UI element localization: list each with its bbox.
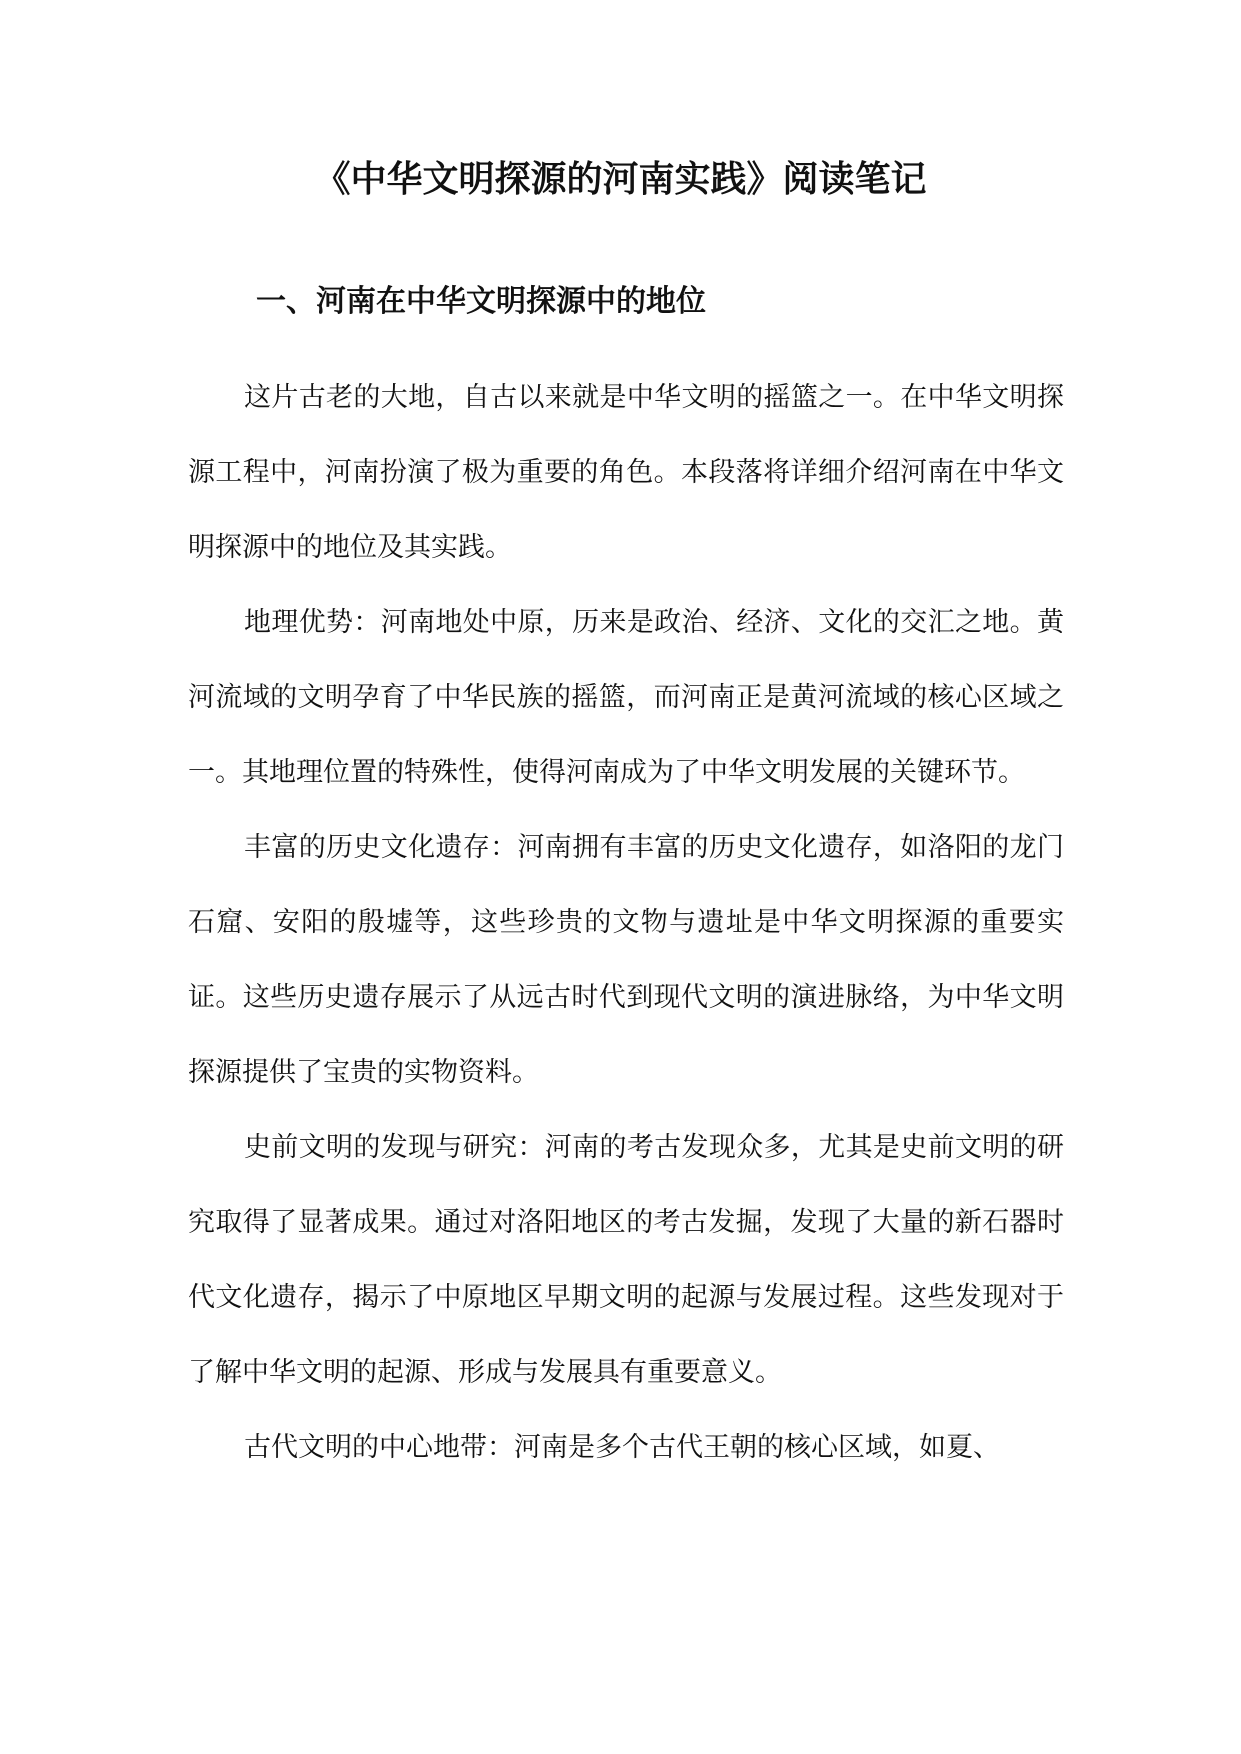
paragraph-prehistory: 史前文明的发现与研究：河南的考古发现众多，尤其是史前文明的研究取得了显著成果。通过对洛阳地区的考古发掘，发现了大量的新石器时代文化遗存，揭示了中原地区早期文明的起源与发展过程。这些发现对于了解中华文明的起源、形成与发展具有重要意义。 [188,1132,1064,1388]
document-title: 《中华文明探源的河南实践》阅读笔记 [314,159,927,200]
paragraph-heritage: 丰富的历史文化遗存：河南拥有丰富的历史文化遗存，如洛阳的龙门石窟、安阳的殷墟等，这些珍贵的文物与遗址是中华文明探源的重要实证。这些历史遗存展示了从远古时代到现代文明的演进脉络，为中华文明探源提供了宝贵的实物资料。 [188,832,1064,1088]
paragraph-geography: 地理优势：河南地处中原，历来是政治、经济、文化的交汇之地。黄河流域的文明孕育了中华民族的摇篮，而河南正是黄河流域的核心区域之一。其地理位置的特殊性，使得河南成为了中华文明发展的关键环节。 [188,607,1064,788]
document-body [188,360,1064,1485]
paragraph-intro: 这片古老的大地，自古以来就是中华文明的摇篮之一。在中华文明探源工程中，河南扮演了极为重要的角色。本段落将详细介绍河南在中华文明探源中的地位及其实践。 [188,382,1064,563]
section-heading: 一、河南在中华文明探源中的地位 [256,284,706,319]
paragraph-ancient-center: 古代文明的中心地带：河南是多个古代王朝的核心区域，如夏、 [244,1432,1000,1463]
